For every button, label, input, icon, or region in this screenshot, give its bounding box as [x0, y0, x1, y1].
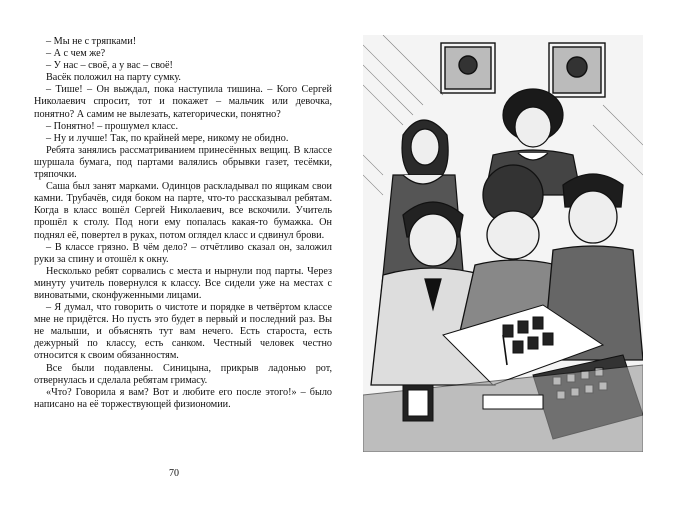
paragraph: – Понятно! – прошумел класс. [46, 120, 178, 132]
paragraph: – А с чем же? [46, 48, 106, 60]
illustration-drawing [363, 35, 643, 452]
paragraph: – Мы не с тряпками! [46, 36, 137, 47]
paragraph: Саша был занят марками. Одинцов раскладывал по ящикам свои камни. Трубачёв, сидя боком на парте, что-то рассказывал ребятам. Когда в класс вошёл Сергей Николаевич, все вскочили. Учитель прошёл к столу. Под ноги ему попалась какая-то бумажка. Он поднял её, повертел в руках, потом оглядел класс и сдвинул брови. [34, 181, 332, 241]
paragraph: Васёк положил на парту сумку. [46, 72, 181, 84]
paragraph: Ребята занялись рассматриванием принесённых вещиц. В классе шуршала бумага, под партами валялись обрывки газет, тесёмки, тряпочки. [34, 144, 332, 181]
paragraph: «Что? Говорила я вам? Вот и любите его после этого!» – было написано на её торжествующей физиономии. [34, 386, 332, 410]
text-page [34, 36, 332, 411]
paragraph: – У нас – своё, а у вас – своё! [46, 60, 173, 72]
paragraph: Несколько ребят сорвались с места и нырнули под парты. Через минуту учитель повернулся к классу. Все сидели уже на местах с виноватыми, сконфуженными лицами. [34, 265, 332, 301]
paragraph: – Я думал, что говорить о чистоте и порядке в четвёртом классе мне не придётся. Но пусть это будет в первый и последний раз. Вы не малыши, и объяснять тут вам нечего. Есть староста, есть дежурный по классу, есть санком. Честный человек честно относится к своим обязанностям. [34, 302, 332, 362]
page-number: 70 [169, 468, 179, 479]
paragraph: Все были подавлены. Синицына, прикрыв ладонью рот, отвернулась и сделала ребятам гримасу. [34, 362, 332, 386]
paragraph: – Ну и лучше! Так, по крайней мере, никому не обидно. [46, 132, 289, 144]
illustration-classroom [363, 35, 643, 452]
paragraph: – В классе грязно. В чём дело? – отчётливо сказал он, заложил руки за спину и отошёл к окну. [34, 241, 332, 265]
paragraph: – Тише! – Он выждал, пока наступила тишина. – Кого Сергей Николаевич спросит, тот и покажет – мальчик или девочка, понятно? А самим не вылезать, категорически, понятно? [34, 84, 332, 120]
wall-portraits [441, 43, 605, 97]
